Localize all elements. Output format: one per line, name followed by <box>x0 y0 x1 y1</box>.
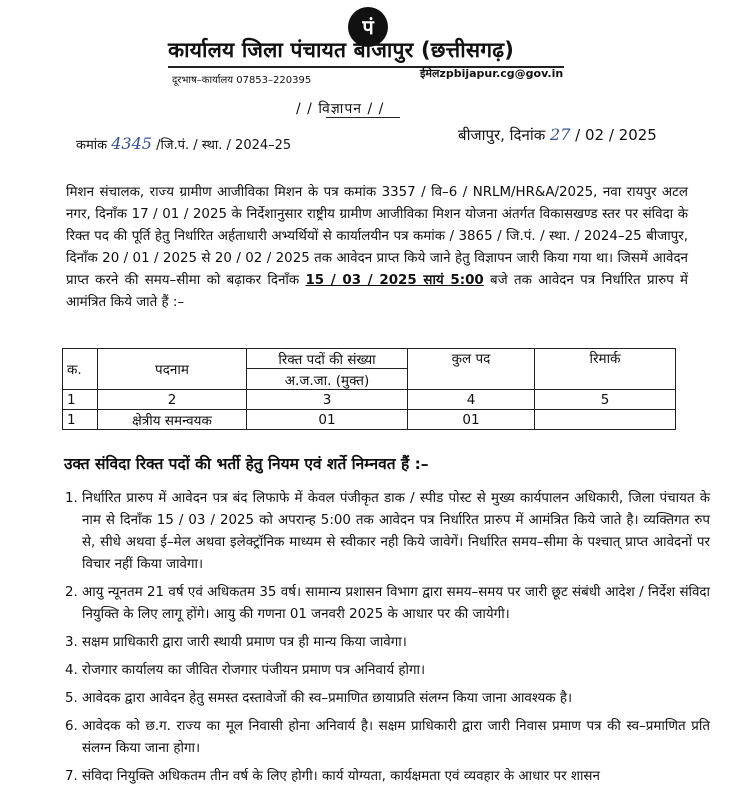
header-vacant <box>247 349 408 390</box>
table-cell: 1 <box>63 390 98 410</box>
list-item: 4. रोजगार कार्यालय का जीवित रोजगार पंजीयन प्रमाण पत्र अनिवार्य होगा। <box>82 660 710 682</box>
list-item: 2. आयु न्यूनतम 21 वर्ष एवं अधिकतम 35 वर्ष। सामान्य प्रशासन विभाग द्वारा समय–समय पर जारी छूट संबंधी आदेश / निर्देश संविदा नियुक्ति के लिए लागू होंगे। आयु की गणना 01 जनवरी 2025 के आधार पर की जायेगी। <box>82 582 710 626</box>
office-email: ईमेलzpbijapur.cg@gov.in <box>420 67 564 80</box>
date-line <box>458 125 657 145</box>
terms-list <box>62 488 710 794</box>
header-total: कुल पद <box>408 349 535 390</box>
reference-prefix: कमांक <box>76 138 108 153</box>
table-row <box>63 390 676 410</box>
deadline-text: 15 / 03 / 2025 सायं 5:00 <box>305 273 484 288</box>
table-cell: 2 <box>98 390 247 410</box>
table-header-row <box>63 349 676 390</box>
intro-text-end: बजे तक आवेदन पत्र निर्धारित प्रारुप में आमंत्रित किये जाते हैं :– <box>66 273 688 310</box>
table-cell <box>535 410 676 430</box>
table-cell: 5 <box>535 390 676 410</box>
list-item: 6. आवेदक को छ.ग. राज्य का मूल निवासी होना अनिवार्य है। सक्षम प्राधिकारी द्वारा जारी निवास प्रमाण पत्र की स्व–प्रमाणित प्रति संलग्न किया जाना होगा। <box>82 716 710 760</box>
emblem-logo-glyph: पं <box>362 15 374 39</box>
list-item: 1. निर्धारित प्रारुप में आवेदन पत्र बंद लिफाफे में केवल पंजीकृत डाक / स्पीड पोस्ट से मुख्य कार्यपालन अधिकारी, जिला पंचायत के नाम से दिनाँक 15 / 03 / 2025 को अपरान्ह 5:00 तक आवेदन पत्र निर्धारित प्रारुप में आमंत्रित किये जाते है। व्यक्तिगत रुप से, सीधे अथवा ई–मेल अथवा इलेक्ट्रॉनिक माध्यम से स्वीकार नही किये जावेगें। निर्धारित समय–सीमा के पश्चात् प्राप्त आवेदनों पर विचार नहीं किया जावेगा। <box>82 488 710 576</box>
header-post: पदनाम <box>98 349 247 390</box>
reference-suffix: /जि.पं. / स्था. / 2024–25 <box>156 138 292 153</box>
table-cell: 01 <box>408 410 535 430</box>
list-item: 7. संविदा नियुक्ति अधिकतम तीन वर्ष के लिए होगी। कार्य योग्यता, कार्यक्षमता एवं व्यवहार के आधार पर शासन <box>82 766 710 788</box>
intro-text: मिशन संचालक, राज्य ग्रामीण आजीविका मिशन के पत्र कमांक 3357 / वि–6 / NRLM/HR&A/2025, नवा रायपुर अटल नगर, दिनाँक 17 / 01 / 2025 के निर्देशानुसार राष्ट्रीय ग्रामीण आजीविका मिशन योजना अंतर्गत विकासखण्ड स्तर पर संविदा के रिक्त पद की पूर्ति हेतु निर्धारित अर्हताधारी अभ्यर्थियों से कार्यालयीन पत्र कमांक / 3865 / जि.पं. / स्था. / 2024–25 बीजापुर, दिनाँक 20 / 01 / 2025 से 20 / 02 / 2025 तक आवेदन प्राप्त किये जाने हेतु विज्ञापन जारी किया गया था। जिसमें आवेदन प्राप्त करने की समय–सीमा को बढ़ाकर दिनाँक <box>66 185 688 288</box>
table-cell: क्षेत्रीय समन्वयक <box>98 410 247 430</box>
date-prefix: बीजापुर, दिनांक <box>458 126 546 144</box>
office-title: कार्यालय जिला पंचायत बीजापुर (छत्तीसगढ़) <box>168 38 515 62</box>
terms-heading: उक्त संविदा रिक्त पदों की भर्ती हेतु नियम एवं शर्ते निम्नवत हैं :– <box>64 455 429 473</box>
list-item: 3. सक्षम प्राधिकारी द्वारा जारी स्थायी प्रमाण पत्र ही मान्य किया जावेगा। <box>82 632 710 654</box>
advertisement-heading: / / विज्ञापन / / <box>296 101 385 117</box>
header-vacant-sub: अ.ज.जा. (मुक्त) <box>247 368 407 389</box>
table-row <box>63 410 676 430</box>
advertisement-underline <box>326 117 400 118</box>
table-cell: 01 <box>247 410 408 430</box>
list-item: 5. आवेदक द्वारा आवेदन हेतु समस्त दस्तावेजों की स्व–प्रमाणित छायाप्रति संलग्न किया जाना आवश्यक है। <box>82 688 710 710</box>
table-cell: 1 <box>63 410 98 430</box>
office-phone: दूरभाष–कार्यालय 07853–220395 <box>172 75 312 86</box>
reference-number: 4345 <box>111 134 152 153</box>
table-cell: 3 <box>247 390 408 410</box>
vacancy-table <box>62 348 676 430</box>
header-vacant-label: रिक्त पदों की संख्या <box>278 352 376 368</box>
header-serial: क. <box>63 349 98 390</box>
date-day: 27 <box>550 125 571 144</box>
intro-paragraph <box>66 182 688 314</box>
table-cell: 4 <box>408 390 535 410</box>
reference-line <box>76 134 291 153</box>
date-rest: / 02 / 2025 <box>575 126 657 144</box>
header-remark: रिमार्क <box>535 349 676 390</box>
